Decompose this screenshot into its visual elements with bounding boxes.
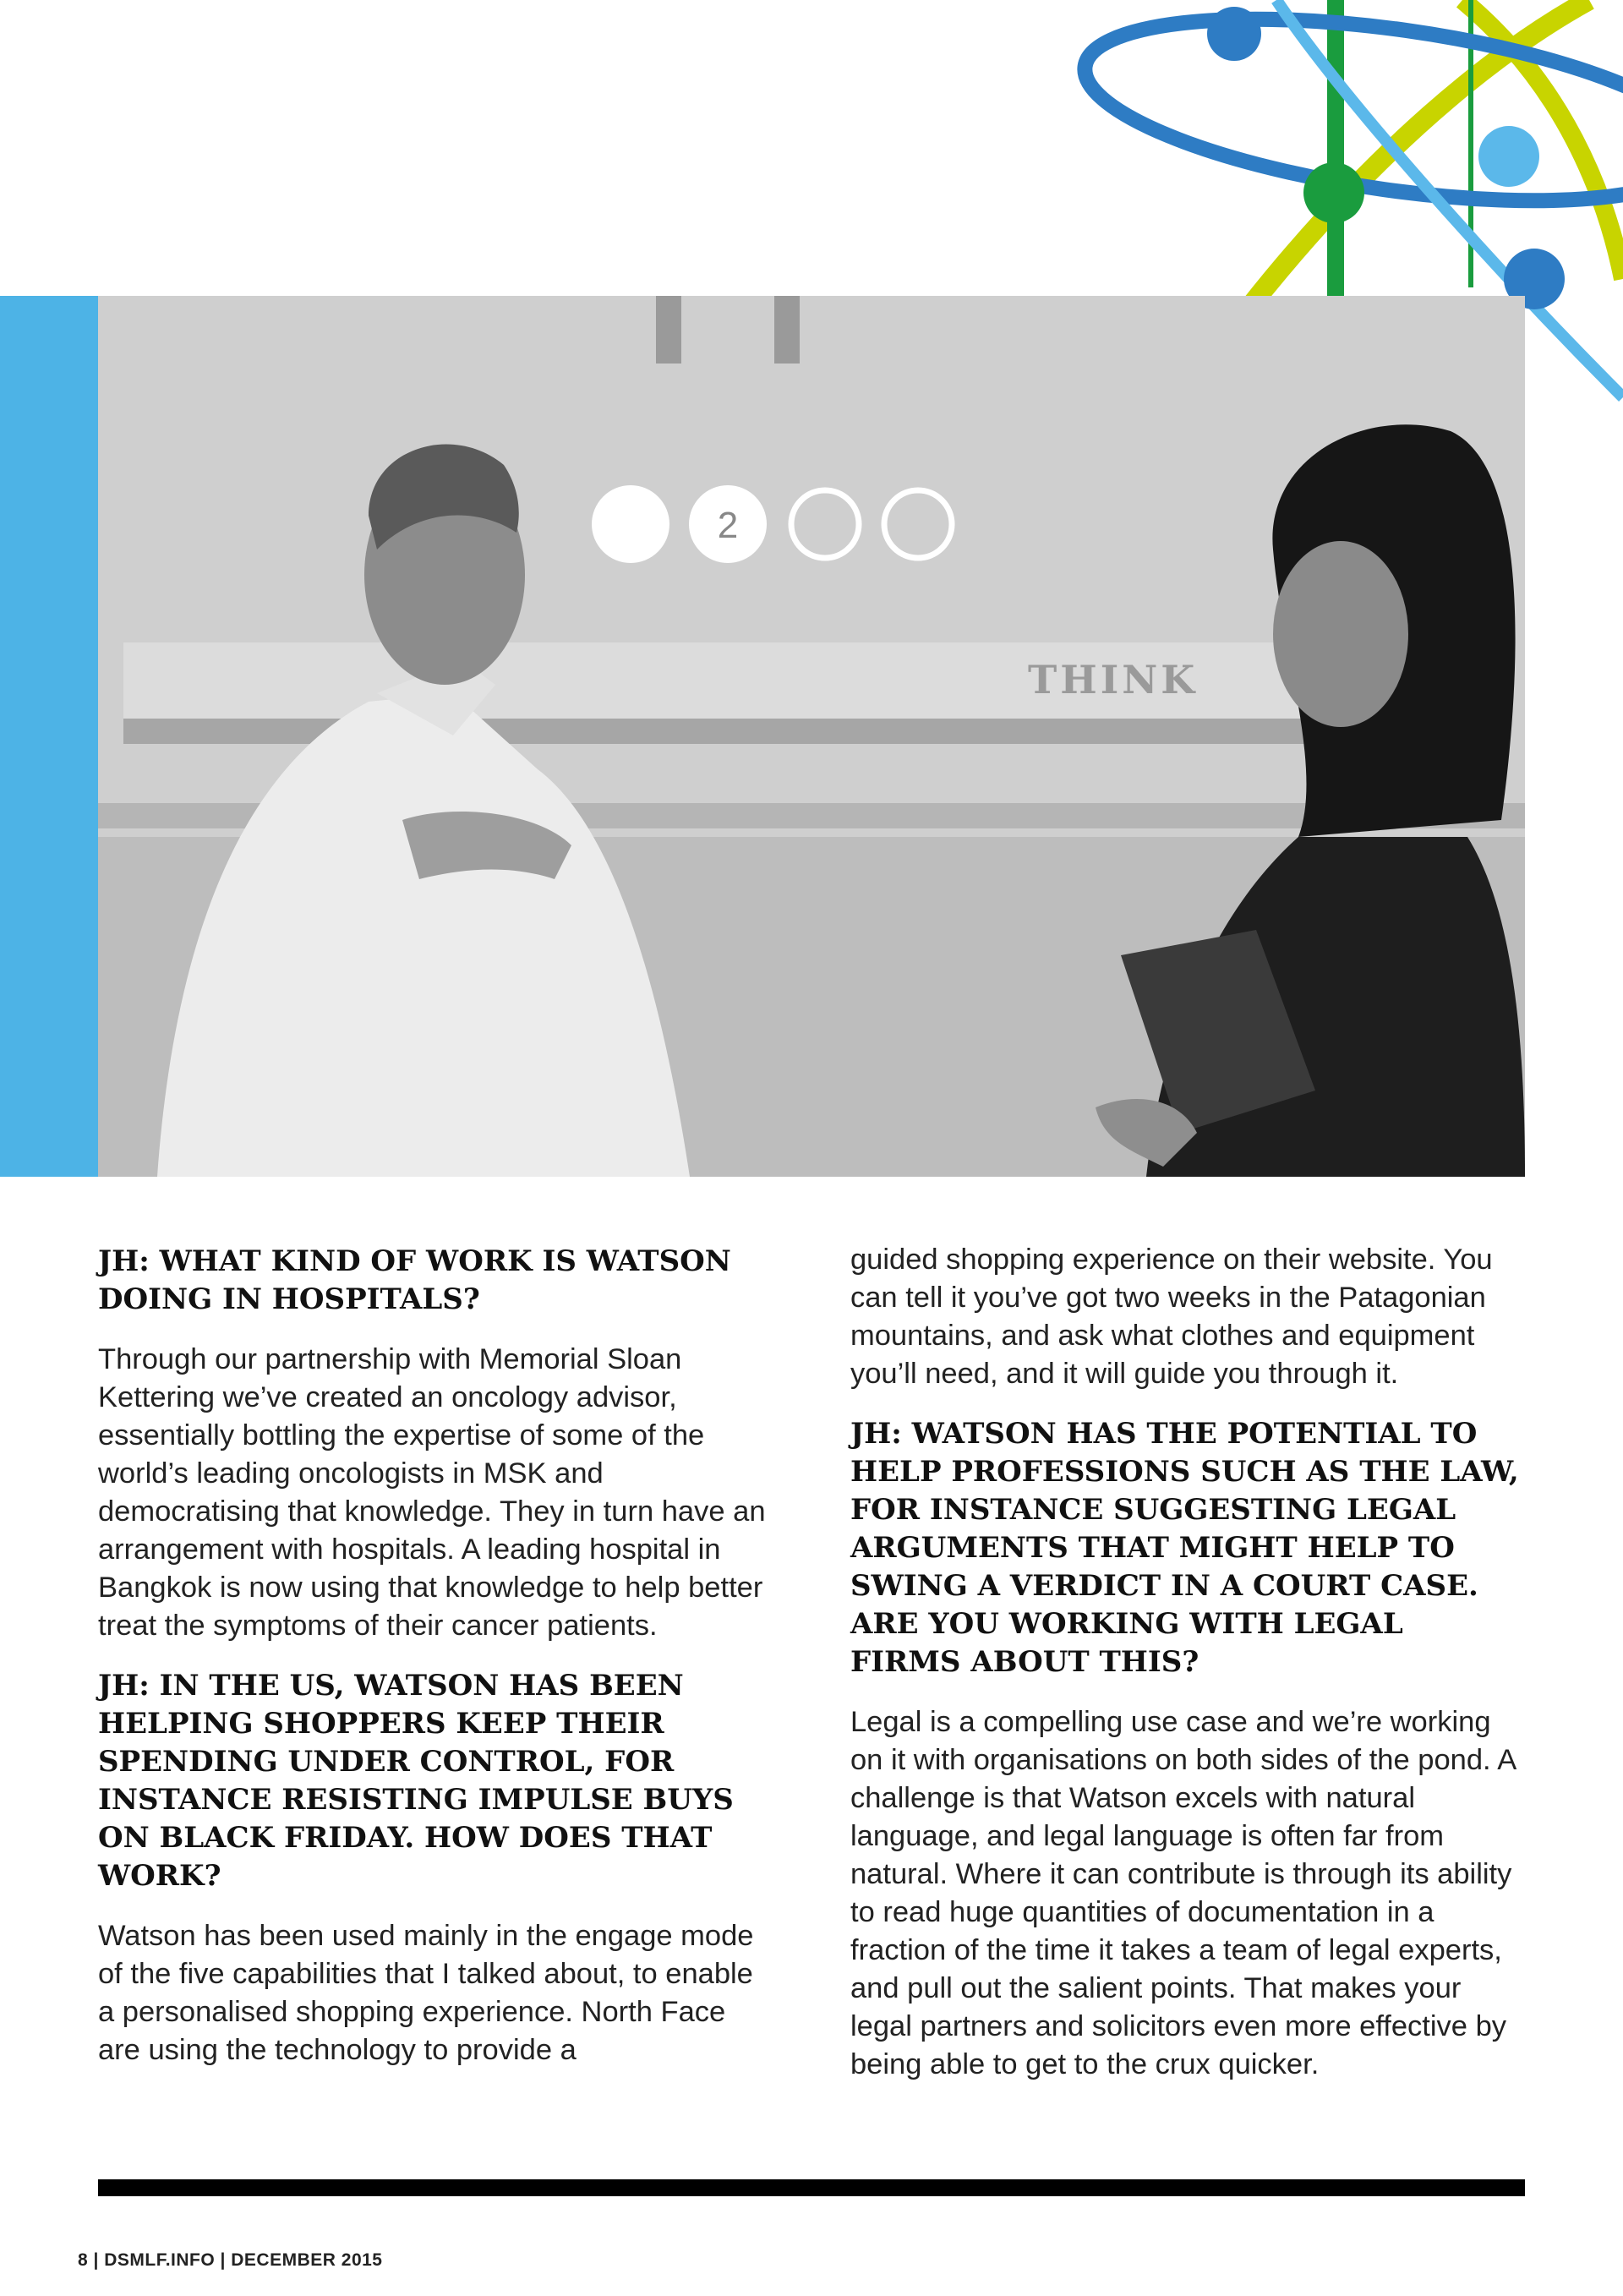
answer-shoppers-continued: guided shopping experience on their website. You can tell it you’ve got two weeks in the Patagonian mountains, and ask what clothes and equipment you’ll need, and it will guide you through it.: [850, 1244, 1493, 1390]
answer-hospitals: Through our partnership with Memorial Sloan Kettering we’ve created an oncology advisor, essentially bottling the expertise of some of the world’s leading oncologists in MSK and democratising that knowledge. They in turn have an arrangement with hospitals. A leading hospital in Bangkok is now using that knowledge to help better treat the symptoms of their cancer patients.: [98, 1343, 766, 1642]
question-legal: JH: WATSON HAS THE POTENTIAL TO HELP PROFESSIONS SUCH AS THE LAW, FOR INSTANCE SUGGESTING LEGAL ARGUMENTS THAT MIGHT HELP TO SWING A VERDICT IN A COURT CASE. ARE YOU WORKING WITH LEGAL FIRMS ABOUT THIS?: [850, 1417, 1519, 1679]
answer-legal: Legal is a compelling use case and we’re working on it with organisations on both sides of the pond. A challenge is that Watson excels with natural language, and legal language is often far from natural. Where it can contribute is through its ability to read huge quantities of documentation in a fraction of the time it takes a team of legal experts, and pull out the salient points. That makes your legal partners and solicitors even more effective by being able to get to the crux quicker.: [850, 1706, 1516, 2080]
accent-blue-bar: [0, 296, 98, 1177]
right-column: [850, 1241, 1522, 2106]
footer-page-info: 8 | DSMLF.INFO | DECEMBER 2015: [78, 2250, 383, 2270]
question-shoppers: JH: IN THE US, WATSON HAS BEEN HELPING SHOPPERS KEEP THEIR SPENDING UNDER CONTROL, FOR INSTANCE RESISTING IMPULSE BUYS ON BLACK FRIDAY. HOW DOES THAT WORK?: [98, 1669, 734, 1893]
question-hospitals: JH: WHAT KIND OF WORK IS WATSON DOING IN HOSPITALS?: [98, 1244, 731, 1316]
left-column: [98, 1243, 770, 2091]
screen-think-text: THINK: [1028, 657, 1199, 702]
answer-shoppers: Watson has been used mainly in the engage mode of the five capabilities that I talked about, to enable a personalised shopping experience. North Face are using the technology to provide a: [98, 1920, 754, 2066]
screen-number: 2: [717, 505, 739, 546]
footer-rule: [98, 2179, 1525, 2196]
photo-two-people-talking: [98, 296, 1525, 1177]
